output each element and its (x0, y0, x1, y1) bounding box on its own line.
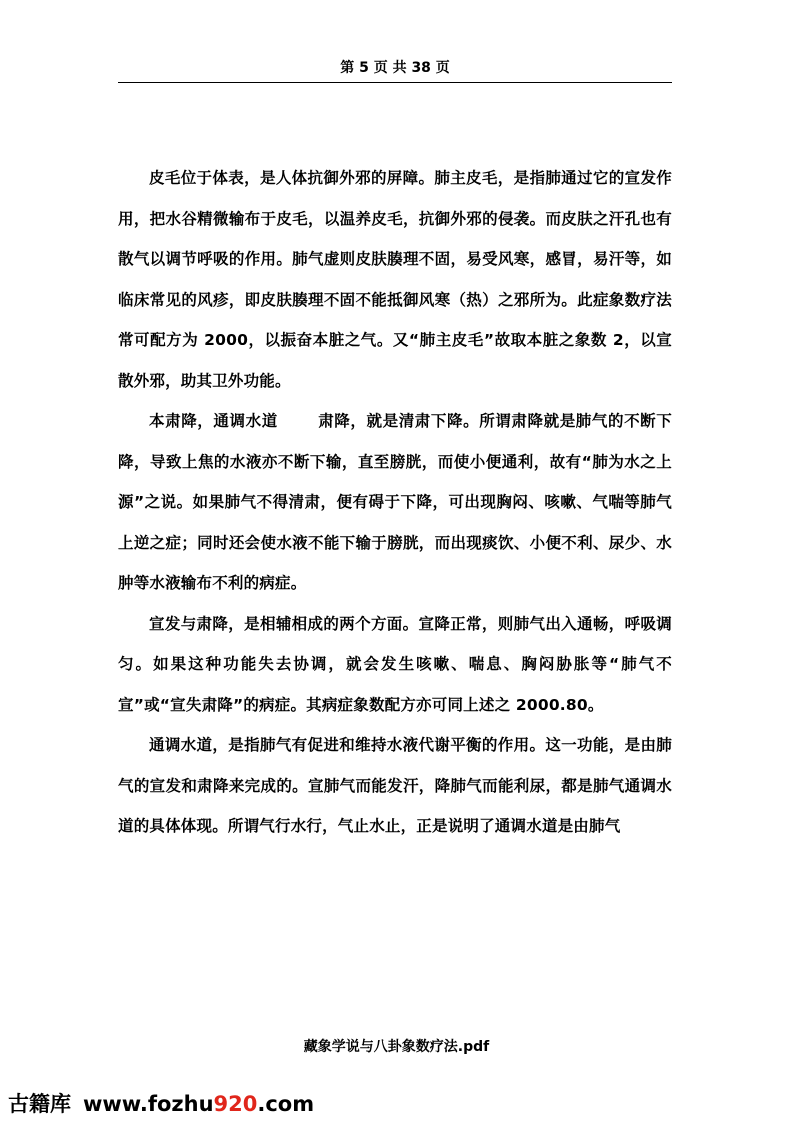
paragraph-text: 肃降，就是清肃下降。所谓肃降就是肺气的不断下降，导致上焦的水液亦不断下输，直至膀胱，而使小便通利，故有“肺为水之上源”之说。如果肺气不得清肃，便有碍于下降，可出现胸闷、咳嗽、气喘等肺气上逆之症；同时还会使水液不能下输于膀胱，而出现痰饮、小便不利、尿少、水肿等水液输布不利的病症。 (118, 412, 672, 592)
paragraph-dispersing: 宣发与肃降，是相辅相成的两个方面。宣降正常，则肺气出入通畅，呼吸调匀。如果这种功能失去协调，就会发生咳嗽、喘息、胸闷胁胀等“肺气不宣”或“宣失肃降”的病症。其病症象数配方亦可同上述之 2000.80。 (118, 614, 672, 714)
watermark-site-name: 古籍库 (8, 1092, 71, 1116)
footer-filename: 藏象学说与八卦象数疗法.pdf (303, 1039, 490, 1055)
header-divider (118, 82, 672, 83)
paragraph-skin-hair: 皮毛位于体表，是人体抗御外邪的屏障。肺主皮毛，是指肺通过它的宣发作用，把水谷精微输布于皮毛，以温养皮毛，抗御外邪的侵袭。而皮肤之汗孔也有散气以调节呼吸的作用。肺气虚则皮肤腠理不固，易受风寒，感冒，易汗等，如临床常见的风疹，即皮肤腠理不固不能抵御风寒（热）之邪所为。此症象数疗法常可配方为 2000，以振奋本脏之气。又“肺主皮毛”故取本脏之象数 2，以宣散外邪，助其卫外功能。 (118, 169, 672, 390)
watermark-url-number: 920 (213, 1092, 258, 1116)
document-body (118, 158, 672, 847)
section-heading: 本肃降，通调水道 (149, 412, 278, 430)
paragraph-waterways: 通调水道，是指肺气有促进和维持水液代谢平衡的作用。这一功能，是由肺气的宣发和肃降来完成的。宣肺气而能发汗，降肺气而能利尿，都是肺气通调水道的具体体现。所谓气行水行，气止水止，正是说明了通调水道是由肺气 (118, 736, 672, 835)
watermark-url-suffix: .com (257, 1092, 315, 1116)
site-watermark (8, 1088, 314, 1118)
watermark-url-prefix: www.fozhu (83, 1092, 214, 1116)
page-indicator: 第 5 页 共 38 页 (340, 60, 450, 76)
paragraph-descending (118, 401, 672, 604)
